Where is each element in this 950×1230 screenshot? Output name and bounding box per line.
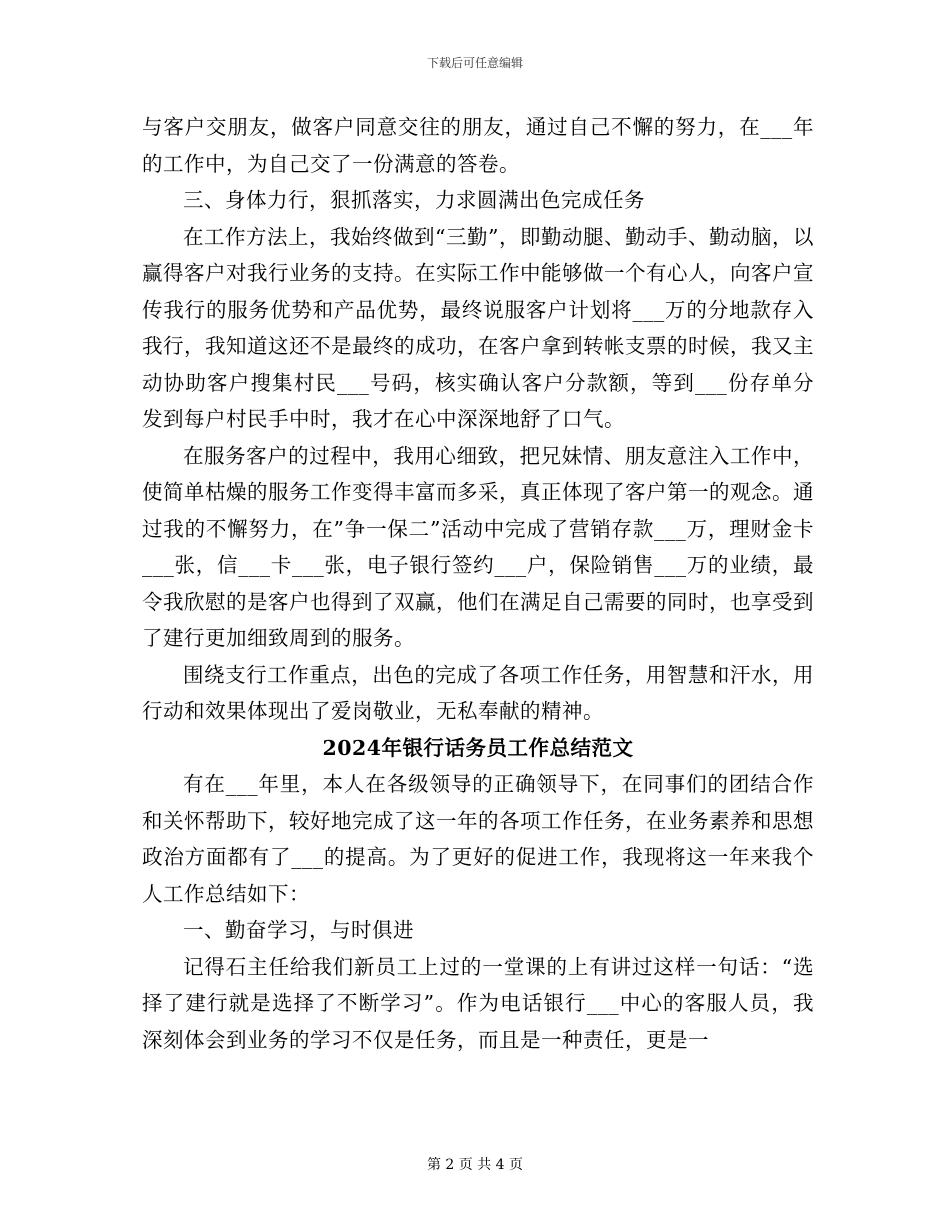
paragraph: 记得石主任给我们新员工上过的一堂课的上有讲过这样一句话：“选择了建行就是选择了不断学习”。作为电话银行___中心的客服人员，我深刻体会到业务的学习不仅是任务，而且是一种责任，更是一 bbox=[142, 954, 814, 1052]
subsection-heading-1: 一、勤奋学习，与时俱进 bbox=[183, 918, 414, 942]
paragraph: 有在___年里，本人在各级领导的正确领导下，在同事们的团结合作和关怀帮助下，较好地完成了这一年的各项工作任务，在业务素养和思想政治方面都有了___的提高。为了更好的促进工作，我现将这一年来我个人工作总结如下： bbox=[142, 772, 814, 906]
section-title: 2024年银行话务员工作总结范文 bbox=[322, 735, 634, 760]
subsection-heading-3: 三、身体力行，狠抓落实，力求圆满出色完成任务 bbox=[183, 188, 645, 212]
page-number: 第 2 页 共 4 页 bbox=[426, 1157, 524, 1173]
paragraph: 在工作方法上，我始终做到“三勤”，即勤动腿、勤动手、勤动脑，以赢得客户对我行业务的支持。在实际工作中能够做一个有心人，向客户宣传我行的服务优势和产品优势，最终说服客户计划将___万的分地款存入我行，我知道这还不是最终的成功，在客户拿到转帐支票的时候，我又主动协助客户搜集村民___号码，核实确认客户分款额，等到___份存单分发到每户村民手中时，我才在心中深深地舒了口气。 bbox=[142, 224, 814, 431]
paragraph-continuation: 与客户交朋友，做客户同意交往的朋友，通过自己不懈的努力，在___年的工作中，为自己交了一份满意的答卷。 bbox=[142, 115, 814, 176]
page-header-note: 下载后可任意编辑 bbox=[426, 56, 523, 70]
paragraph: 在服务客户的过程中，我用心细致，把兄妹情、朋友意注入工作中，使简单枯燥的服务工作变得丰富而多采，真正体现了客户第一的观念。通过我的不懈努力，在”争一保二”活动中完成了营销存款___万，理财金卡___张，信___卡___张，电子银行签约___户，保险销售___万的业绩，最令我欣慰的是客户也得到了双赢，他们在满足自己需要的同时，也享受到了建行更加细致周到的服务。 bbox=[142, 443, 814, 650]
document-body bbox=[142, 109, 814, 1058]
paragraph: 围绕支行工作重点，出色的完成了各项工作任务，用智慧和汗水，用行动和效果体现出了爱岗敬业，无私奉献的精神。 bbox=[142, 662, 814, 723]
